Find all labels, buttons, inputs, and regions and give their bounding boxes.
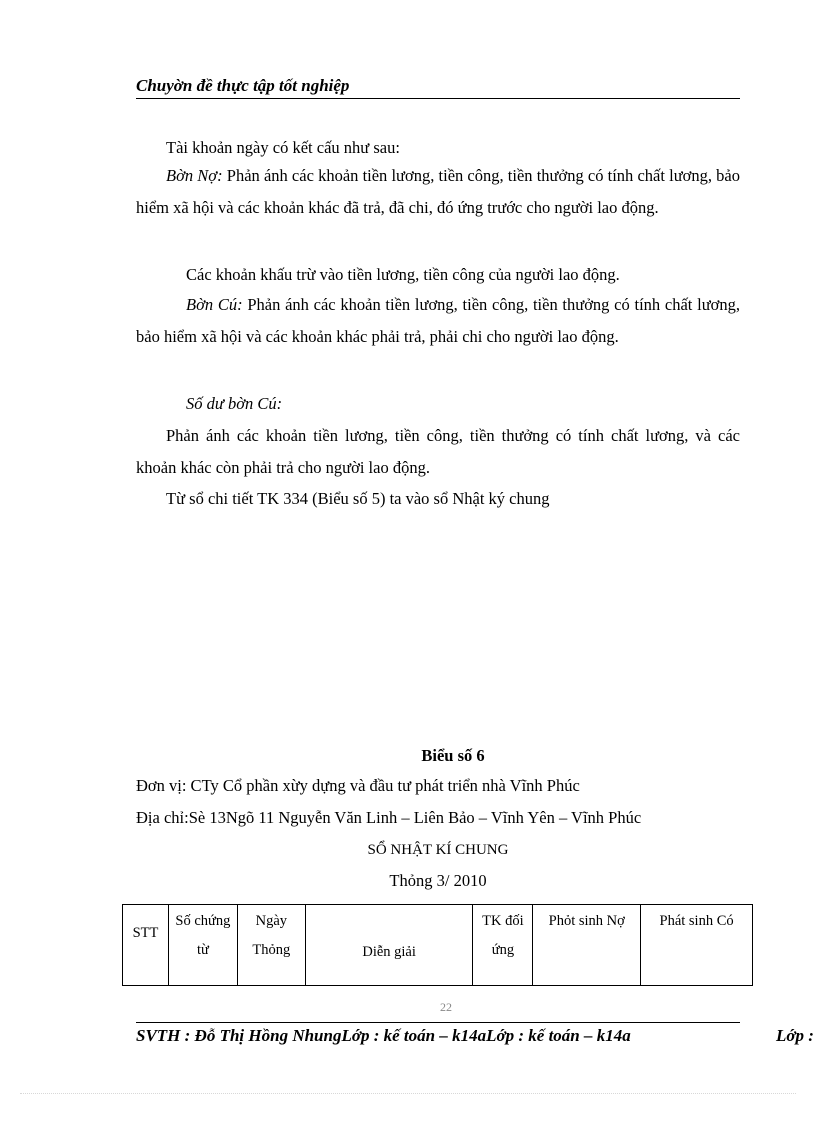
- footer-divider: [136, 1022, 740, 1023]
- credit-side-text: Phản ánh các khoản tiền lương, tiền công, tiền thưởng có tính chất lương, bảo hiểm xã hội và các khoản khác phải trả, phải chi cho người lao động.: [136, 295, 740, 346]
- header-divider: [136, 98, 740, 99]
- col-header-debit: Phỏt sinh Nợ: [533, 905, 641, 986]
- col-header-description: Diễn giải: [305, 905, 473, 986]
- general-journal-table: [122, 904, 753, 986]
- page-footer-class-truncated: Lớp :: [776, 1026, 814, 1045]
- debit-side-text: Phản ánh các khoản tiền lương, tiền công, tiền thưởng có tính chất lương, bảo hiểm xã hội và các khoản khác đã trả, đã chi, đó ứng trước cho người lao động.: [136, 166, 740, 217]
- col-header-date: Ngày Thỏng: [237, 905, 305, 986]
- page-header-title: Chuyờn đề thực tập tốt nghiệp: [136, 76, 350, 95]
- paragraph-debit: [136, 160, 740, 224]
- col-header-voucher-no: Số chứng từ: [168, 905, 237, 986]
- company-unit: Đơn vị: CTy Cổ phần xừy dựng và đầu tư phát triển nhà Vĩnh Phúc: [136, 776, 580, 795]
- page-footer-author: SVTH : Đỗ Thị Hồng NhungLớp : kế toán – k14aLớp : kế toán – k14a: [136, 1026, 631, 1045]
- ledger-month: Thỏng 3/ 2010: [389, 871, 487, 890]
- page-number: 22: [440, 1000, 452, 1014]
- paragraph-journal-entry: Từ sổ chi tiết TK 334 (Biểu số 5) ta vào sổ Nhật ký chung: [166, 489, 550, 508]
- exhibit-caption: Biểu số 6: [421, 746, 485, 765]
- col-header-contra-account: TK đối ứng: [473, 905, 533, 986]
- company-address: Địa chỉ:Sè 13Ngõ 11 Nguyễn Văn Linh – Liên Bảo – Vĩnh Yên – Vĩnh Phúc: [136, 808, 642, 827]
- paragraph-credit-balance: Phản ánh các khoản tiền lương, tiền công, tiền thưởng có tính chất lương, và các khoản khác còn phải trả cho người lao động.: [136, 426, 740, 477]
- paragraph-intro: Tài khoản ngày có kết cấu như sau:: [166, 138, 400, 157]
- credit-side-label: Bờn Cú:: [186, 295, 243, 314]
- debit-side-label: Bờn Nợ:: [166, 166, 223, 185]
- credit-balance-label: Số dư bờn Cú:: [186, 394, 283, 413]
- col-header-credit: Phát sinh Có: [641, 905, 753, 986]
- table-header-row: [123, 905, 753, 986]
- col-header-stt: STT: [123, 905, 169, 986]
- paragraph-deductions: Các khoản khấu trừ vào tiền lương, tiền công của người lao động.: [186, 265, 620, 284]
- page-bottom-edge: [20, 1093, 796, 1094]
- ledger-title: SỔ NHẬT KÍ CHUNG: [367, 842, 509, 858]
- paragraph-credit: [136, 289, 740, 353]
